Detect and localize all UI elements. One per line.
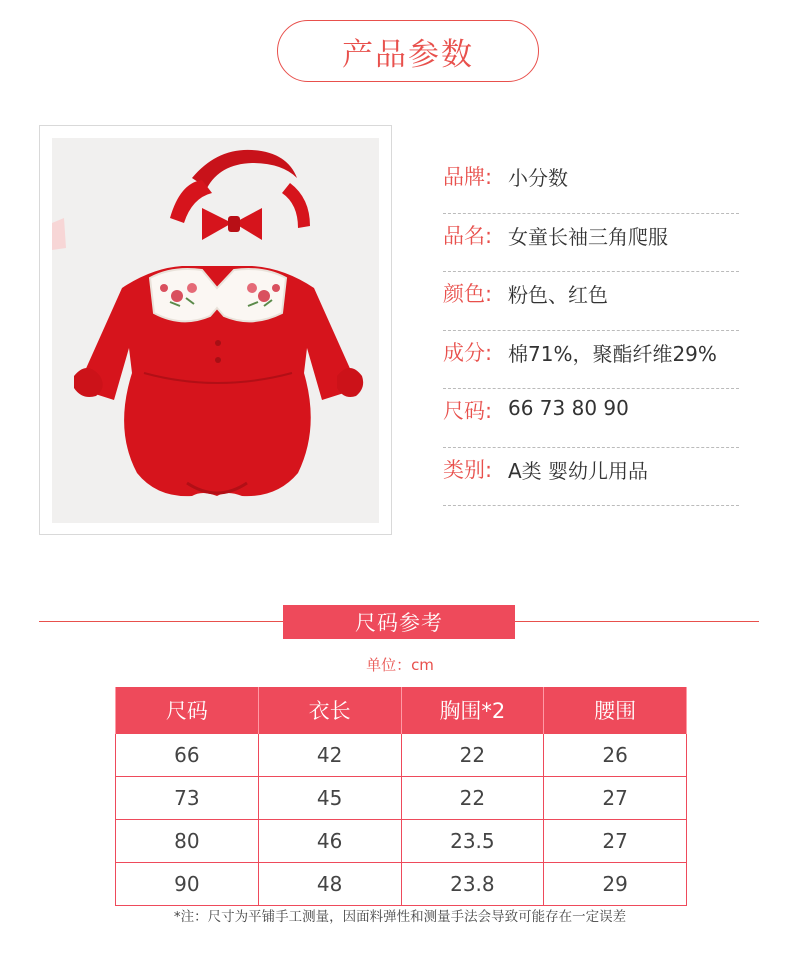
spec-label: 尺码:: [443, 399, 493, 423]
table-cell: 90: [116, 863, 259, 906]
product-photo: [52, 138, 379, 523]
spec-row-material: [443, 331, 739, 390]
page-title: 产品参数: [342, 36, 474, 73]
table-row: [116, 820, 687, 863]
table-cell: 46: [258, 820, 401, 863]
size-chart-title-text: 尺码参考: [355, 611, 443, 635]
romper-illustration: [52, 138, 379, 523]
table-row: [116, 734, 687, 777]
table-cell: 27: [544, 777, 687, 820]
unit-label: 单位：cm: [366, 656, 434, 674]
table-cell: 23.8: [401, 863, 544, 906]
header-cell: 胸围*2: [401, 687, 544, 734]
table-row: [116, 863, 687, 906]
spec-row-brand: [443, 155, 739, 214]
table-cell: 48: [258, 863, 401, 906]
table-cell: 27: [544, 820, 687, 863]
product-spec-list: [443, 155, 739, 506]
header-cell: 尺码: [116, 687, 259, 734]
spec-value: 女童长袖三角爬服: [508, 224, 668, 249]
table-cell: 26: [544, 734, 687, 777]
section-title-pill: [277, 20, 539, 82]
spec-label: 成分:: [443, 340, 493, 365]
spec-label: 品名:: [443, 223, 493, 248]
spec-label: 颜色:: [443, 282, 493, 306]
table-cell: 66: [116, 734, 259, 777]
spec-row-category: [443, 448, 739, 507]
spec-value: 棉71%，聚酯纤维29%: [508, 341, 717, 366]
table-cell: 29: [544, 863, 687, 906]
size-chart-title: [283, 605, 515, 639]
measurement-note: *注：尺寸为平铺手工测量，因面料弹性和测量手法会导致可能存在一定误差: [173, 909, 627, 925]
table-cell: 22: [401, 734, 544, 777]
spec-value: 粉色、红色: [508, 283, 608, 307]
table-cell: 73: [116, 777, 259, 820]
table-cell: 42: [258, 734, 401, 777]
spec-label: 类别:: [443, 457, 493, 482]
header-cell: 腰围: [544, 687, 687, 734]
product-photo-frame: [39, 125, 392, 535]
spec-value: A类 婴幼儿用品: [508, 458, 649, 483]
table-cell: 22: [401, 777, 544, 820]
table-header-row: [116, 687, 687, 734]
spec-value: 小分数: [508, 166, 568, 190]
table-cell: 23.5: [401, 820, 544, 863]
spec-label: 品牌:: [443, 165, 493, 189]
header-cell: 衣长: [258, 687, 401, 734]
spec-row-color: [443, 272, 739, 331]
table-cell: 80: [116, 820, 259, 863]
spec-value: 66 73 80 90: [508, 396, 629, 420]
table-cell: 45: [258, 777, 401, 820]
spec-row-size: [443, 389, 739, 448]
table-row: [116, 777, 687, 820]
size-table: [115, 687, 687, 906]
spec-row-name: [443, 214, 739, 273]
